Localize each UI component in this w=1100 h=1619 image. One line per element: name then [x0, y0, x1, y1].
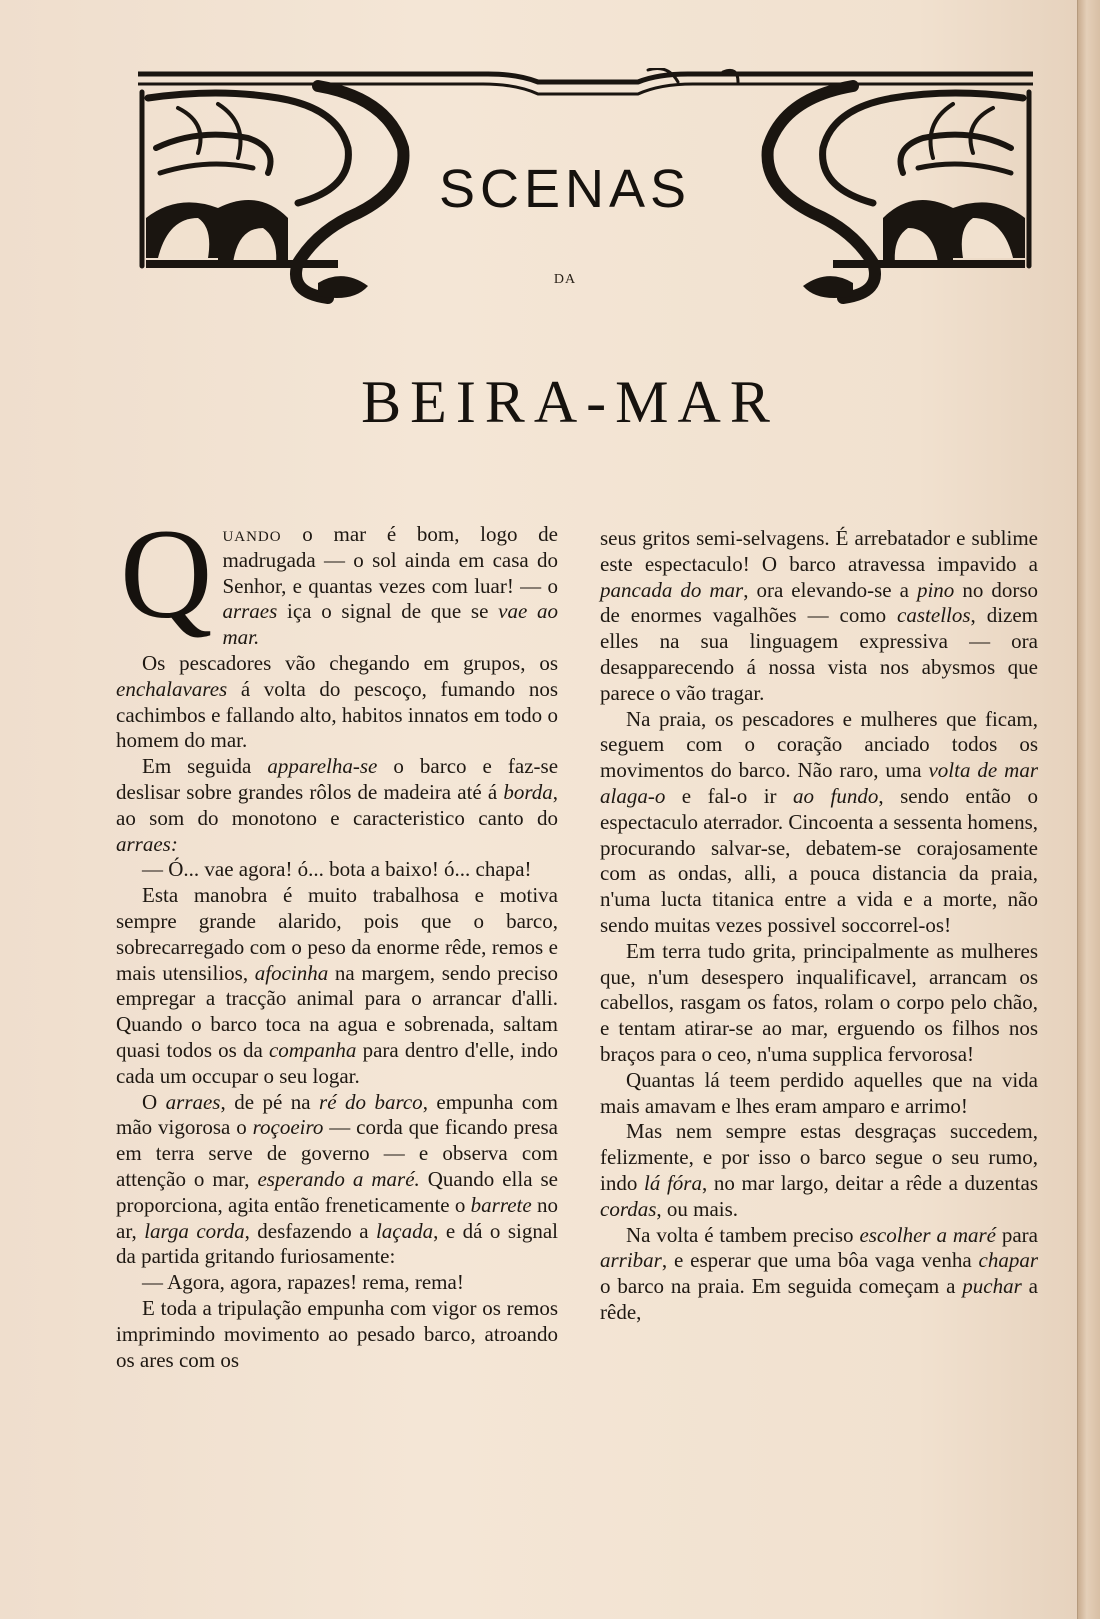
text-run: Esta manobra é muito trabalhosa e motiva sempre grande alarido, pois que o barco, sobrecarregado com o peso da enorme rêde, remos e mais utensilios, — [116, 883, 558, 985]
paragraph — [116, 883, 558, 1089]
article-column-right — [600, 526, 1038, 1326]
paragraph — [600, 1119, 1038, 1222]
italic-term: apparelha-se — [267, 754, 378, 779]
text-run: Mas nem sempre estas desgraças succedem, felizmente, e por isso o barco segue o seu rumo, indo — [600, 1119, 1038, 1195]
text-run: a rêde, — [600, 1274, 1038, 1324]
text-run: , e esperar que uma bôa vaga venha — [661, 1248, 979, 1273]
text-run: para — [995, 1222, 1038, 1247]
text-run: Os pescadores vão chegando em grupos, os — [142, 650, 558, 675]
text-run: , ao som do monotono e caracteristico canto do — [116, 779, 558, 830]
italic-term: castellos — [897, 603, 971, 628]
paragraph — [116, 1270, 558, 1296]
italic-term: arraes — [222, 599, 278, 624]
text-run: Na volta é tambem preciso — [626, 1222, 860, 1247]
paragraph — [116, 754, 558, 857]
text-run: Quantas lá teem perdido aquelles que na vida mais amavam e lhes eram amparo e arrimo! — [600, 1067, 1038, 1118]
italic-term: arraes — [165, 1089, 221, 1114]
title-da: DA — [553, 272, 577, 287]
text-run: , no mar largo, deitar a rêde a duzentas — [701, 1170, 1039, 1195]
text-run: Quando ella se proporciona, agita então freneticamente o — [116, 1166, 558, 1217]
text-run: no ar, — [116, 1192, 559, 1243]
text-run: e fal-o ir — [665, 783, 794, 808]
text-run: , dizem elles na sua linguagem expressiva — ora desapparecendo á nossa vista nos abysmos que parece o vão tragar. — [600, 603, 1038, 705]
paragraph — [116, 651, 558, 754]
paragraph — [116, 857, 558, 883]
page-edge — [1077, 0, 1100, 1619]
italic-term: volta de mar alaga-o — [600, 758, 1038, 808]
text-run: para dentro d'elle, indo cada um occupar o seu logar. — [116, 1037, 559, 1088]
article-column-left — [116, 503, 559, 1373]
text-run: , sendo então o espectaculo aterrador. Cincoenta a sessenta homens, procurando salvar-se, debatem-se corajosamente com as ondas, alli, a pouca distancia da praia, n'uma lucta titanica entre a vida e a morte, não sendo muitas vezes possivel soccorrel-os! — [600, 783, 1038, 937]
text-run: , ora elevando-se a — [743, 577, 917, 602]
paragraph — [600, 1223, 1038, 1326]
italic-term: larga corda — [144, 1218, 245, 1243]
italic-term: arraes: — [116, 831, 178, 856]
italic-term: escolher a maré — [859, 1222, 996, 1247]
paragraph — [600, 1068, 1038, 1120]
lead-in-word: uando — [222, 522, 282, 546]
text-run: E toda a tripulação empunha com vigor os remos imprimindo movimento ao pesado barco, atroando os ares com os — [116, 1295, 558, 1372]
italic-term: roçoeiro — [252, 1115, 324, 1140]
italic-term: puchar — [962, 1274, 1022, 1299]
paragraph — [116, 503, 558, 651]
text-run: o barco na praia. Em seguida começam a — [600, 1274, 963, 1299]
italic-term: borda — [503, 779, 553, 804]
title-beira-mar: BEIRA-MAR — [361, 369, 779, 435]
italic-term: barrete — [470, 1192, 532, 1217]
drop-cap: Q — [120, 503, 213, 645]
text-run: no dorso de enormes vagalhões — como — [600, 577, 1038, 628]
text-run: seus gritos semi-selvagens. É arrebatador e sublime este espectaculo! O barco atravessa impavido a — [600, 526, 1038, 576]
italic-term: enchalavares — [116, 676, 228, 701]
italic-term: arribar — [600, 1248, 662, 1273]
italic-term: pancada do mar — [600, 577, 744, 602]
italic-term: chapar — [978, 1248, 1038, 1273]
paragraph — [600, 526, 1038, 707]
paragraph — [600, 939, 1038, 1068]
italic-term: laçada — [375, 1218, 434, 1243]
text-run: , de pé na — [220, 1089, 320, 1114]
italic-term: afocinha — [254, 960, 329, 985]
italic-term: companha — [268, 1037, 357, 1062]
text-run: na margem, sendo preciso empregar a tracção animal para o arrancar d'alli. Quando o barco toca na agua e sobrenada, saltam quasi todos os da — [116, 960, 558, 1062]
text-run: — Ó... vae agora! ó... bota a baixo! ó... chapa! — [142, 857, 532, 882]
text-run: , e dá o signal da partida gritando furiosamente: — [116, 1218, 558, 1269]
text-run: — corda que ficando presa em terra serve de governo — e observa com attenção o mar, — [116, 1115, 558, 1191]
paragraph — [116, 1090, 558, 1271]
text-run: á volta do pescoço, fumando nos cachimbos e fallando alto, habitos innatos em todo o homem do mar. — [116, 676, 558, 753]
text-run: — Agora, agora, rapazes! rema, rema! — [142, 1270, 464, 1295]
italic-term: vae ao mar. — [222, 599, 558, 650]
text-run: , empunha com mão vigorosa o — [116, 1089, 558, 1140]
italic-term: ré do barco — [319, 1089, 423, 1114]
italic-term: ao fundo — [793, 783, 879, 808]
text-run: Em seguida — [142, 754, 268, 779]
text-run: o mar é bom, logo de madrugada — o sol ainda em casa do Senhor, e quantas vezes com luar! — o — [222, 522, 558, 598]
text-run: iça o signal de que se — [277, 599, 499, 624]
text-run: O — [142, 1089, 166, 1114]
title-scenas: SCENAS — [438, 159, 692, 219]
paragraph — [600, 707, 1038, 939]
italic-term: lá fóra — [643, 1170, 702, 1195]
text-run: Na praia, os pescadores e mulheres que ficam, seguem com o coração anciado todos os movimentos do barco. Não raro, uma — [600, 706, 1038, 783]
text-run: o barco e faz-se deslisar sobre grandes rôlos de madeira até á — [116, 754, 559, 804]
text-run: , ou mais. — [656, 1196, 739, 1221]
paragraph — [116, 1296, 558, 1373]
italic-term: cordas — [600, 1196, 657, 1221]
italic-term: pino — [916, 577, 955, 602]
italic-term: esperando a maré. — [257, 1166, 420, 1191]
text-run: Em terra tudo grita, principalmente as mulheres que, n'um desespero inqualificavel, arrancam os cabellos, rasgam os fatos, rolam o corpo pelo chão, e tentam atirar-se ao mar, erguendo os filhos nos braços para o ceo, n'uma supplica fervorosa! — [600, 938, 1038, 1066]
text-run: , desfazendo a — [244, 1218, 376, 1243]
